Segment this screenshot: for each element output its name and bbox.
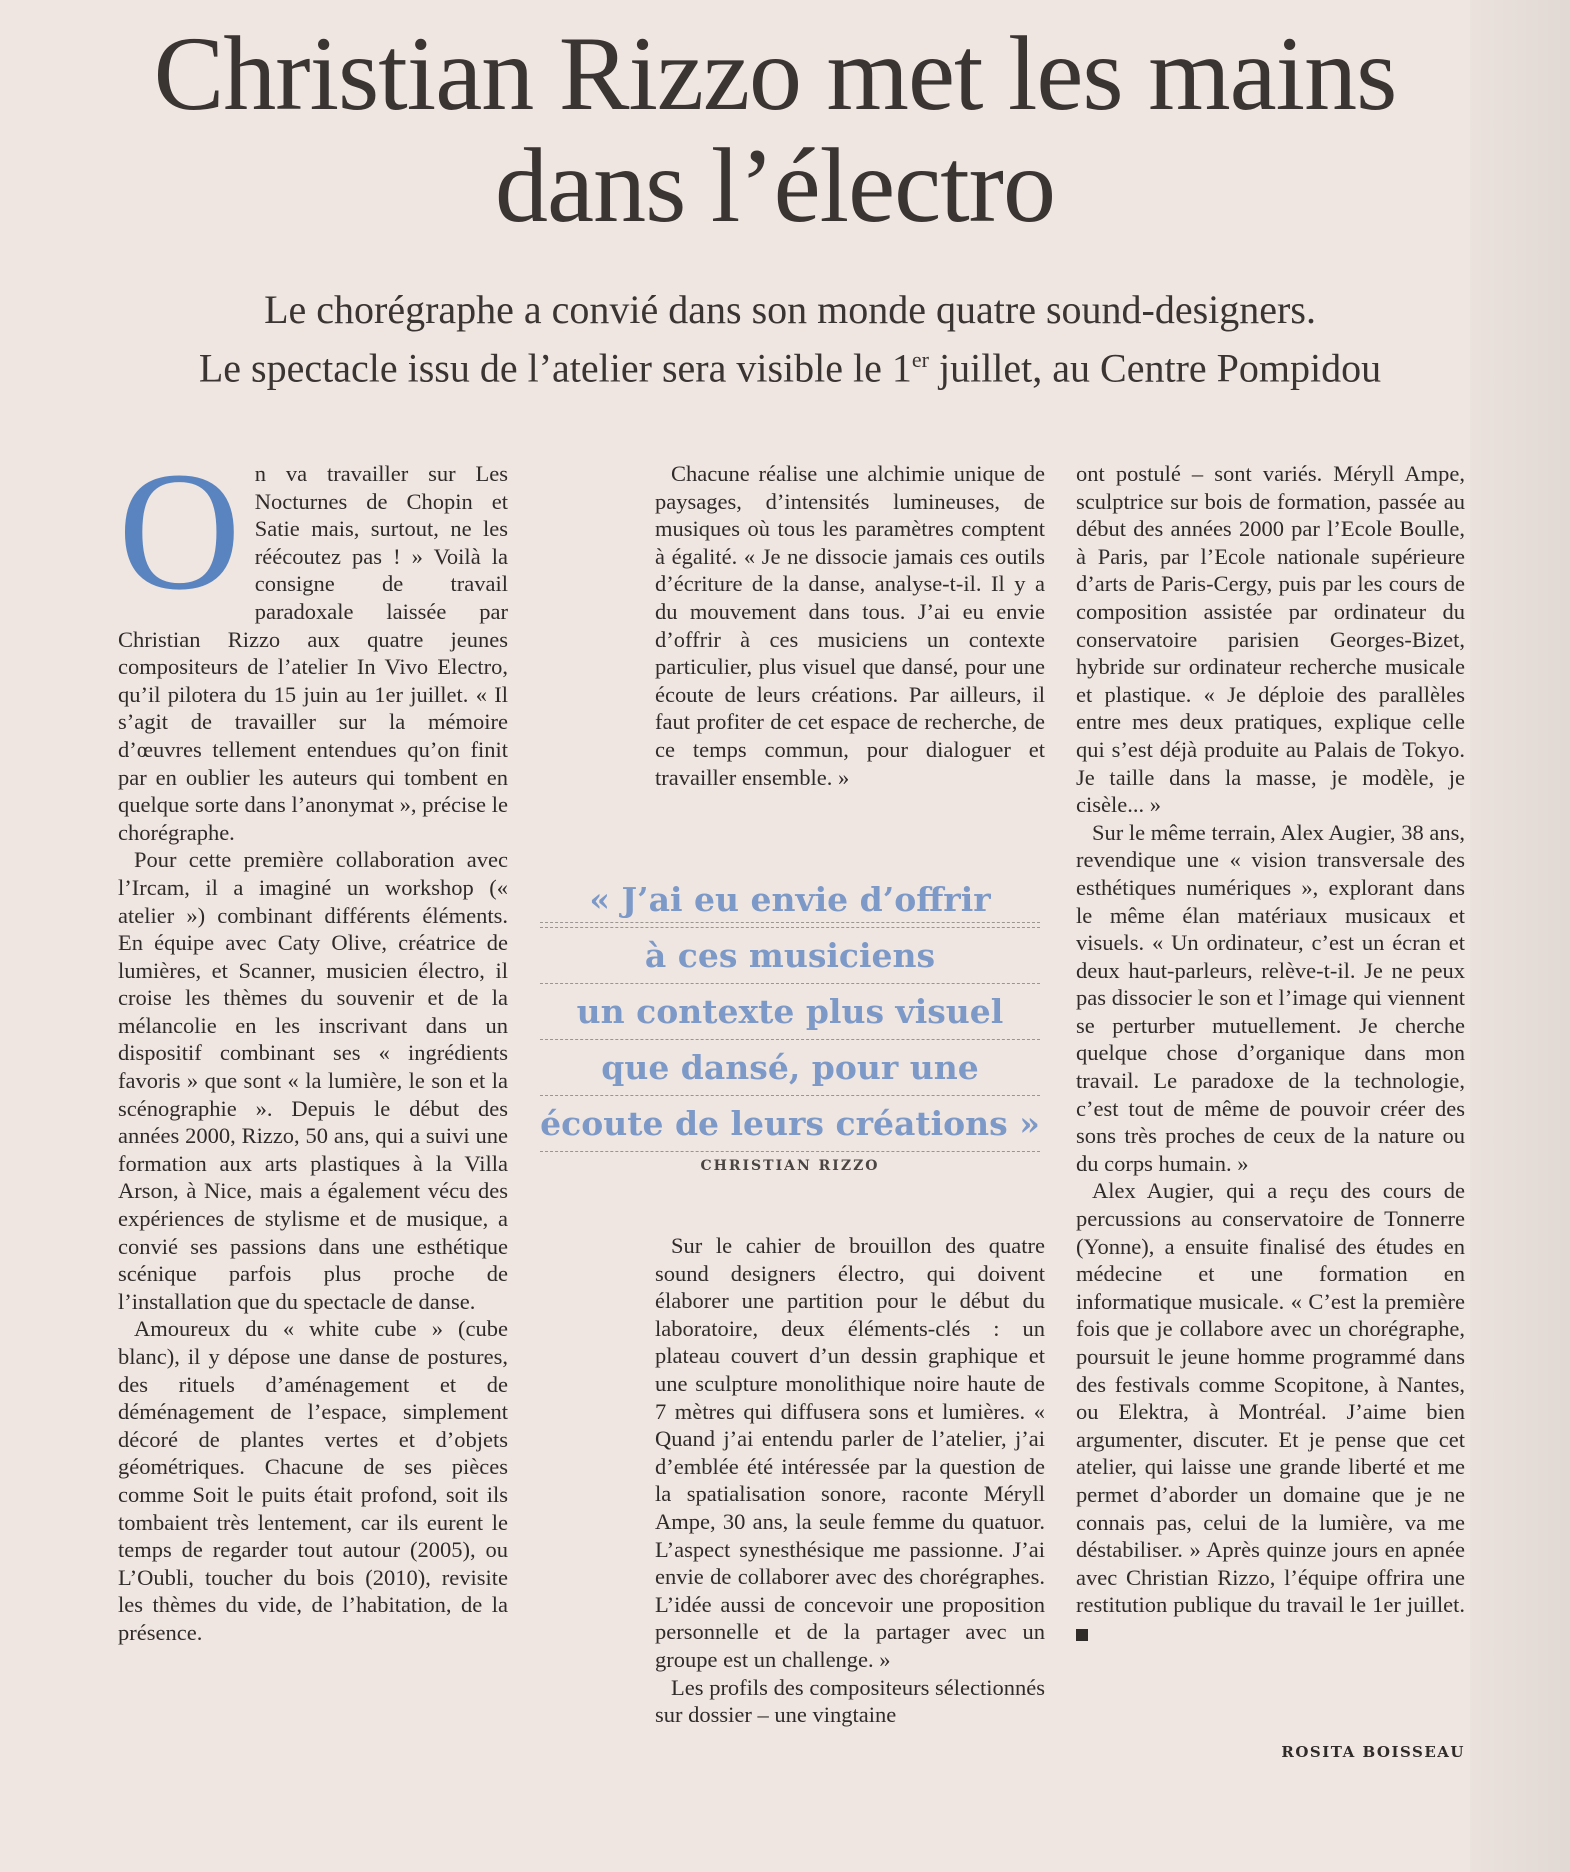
pull-quote-line: « J’ai eu envie d’offrir	[540, 872, 1040, 928]
paragraph: Chacune réalise une alchimie unique de paysages, d’intensités lumineuses, de musiques où tous les paramètres comptent à égalité. « Je ne dissocie jamais ces outils d’écriture de la danse, analyse-t-il. Il y a du mouvement dans tous. J’ai eu envie d’offrir à ces musiciens un contexte particulier, plus visuel que dansé, pour une écoute de leurs créations. Par ailleurs, il faut profiter de cet espace de recherche, de ce temps commun, pour dialoguer et travailler ensemble. »	[655, 461, 1045, 790]
paragraph: Les profils des compositeurs sélectionnés sur dossier – une vingtaine	[655, 1674, 1045, 1728]
byline: ROSITA BOISSEAU	[1281, 1743, 1465, 1761]
pull-quote-line: à ces musiciens	[540, 928, 1040, 984]
paragraph: Pour cette première collaboration avec l’Ircam, il a imaginé un workshop (« atelier ») combinant différents éléments. En équipe avec Caty Olive, créatrice de lumières, et Scanner, musicien électro, il croise les thèmes du souvenir et de la mélancolie en les inscrivant dans un dispositif combinant ses « ingrédients favoris » que sont « la lumière, le son et la scénographie ». Depuis le début des années 2000, Rizzo, 50 ans, qui a suivi une formation aux arts plastiques à la Villa Arson, à Nice, mais a également vécu des expériences de stylisme et de musique, a convié ses passions dans une esthétique scénique parfois plus proche de l’installation que du spectacle de danse.	[118, 847, 508, 1314]
subhead	[80, 285, 1500, 393]
paragraph: Sur le même terrain, Alex Augier, 38 ans, revendique une « vision transversale des esthétiques numériques », explorant dans le même élan matériaux musicaux et visuels. « Un ordinateur, c’est un écran et deux haut-parleurs, relève-t-il. Je ne peux pas dissocier le son et l’image qui viennent se perturber mutuellement. Je cherche quelque chose d’organique dans mon travail. Le paradoxe de la technologie, c’est tout de même de pouvoir créer des sons très proches de ceux de la nature ou du corps humain. »	[1076, 819, 1465, 1176]
article-column-1	[118, 437, 508, 1647]
paragraph: Sur le cahier de brouillon des quatre sound designers électro, qui doivent élaborer une partition pour le début du laboratoire, deux éléments-clés : un plateau couvert d’un dessin graphique et une sculpture monolithique noire haute de 7 mètres qui diffusera sons et lumières. « Quand j’ai entendu parler de l’atelier, j’ai d’emblée été intéressée par la question de la spatialisation sonore, raconte Méryll Ampe, 30 ans, la seule femme du quatuor. L’aspect synesthésique me passionne. J’ai envie de collaborer avec des chorégraphes. L’idée aussi de concevoir une proposition personnelle et de la partager avec un groupe est un challenge. »	[655, 1233, 1045, 1672]
subhead-line-2-end: juillet, au Centre Pompidou	[928, 345, 1382, 391]
paragraph: n va travailler sur Les Nocturnes de Chopin et Satie mais, surtout, ne les réécoutez pas ! » Voilà la consigne de travail paradoxale laissée par Christian Rizzo aux quatre jeunes compositeurs de l’atelier In Vivo Electro, qu’il pilotera du 15 juin au 1er juillet. « Il s’agit de travailler sur la mémoire d’œuvres tellement entendues qu’on finit par en oublier les auteurs qui tombent en quelque sorte dans l’anonymat », précise le chorégraphe.	[118, 461, 508, 845]
paragraph: Amoureux du « white cube » (cube blanc), il y dépose une danse de postures, des rituels d’aménagement et de déménagement de l’espace, simplement décoré de plantes vertes et d’objets géométriques. Chacune de ses pièces comme Soit le puits était profond, soit ils tombaient très lentement, car ils eurent le temps de regarder tout autour (2005), ou L’Oubli, toucher du bois (2010), revisite les thèmes du vide, de l’habitation, de la présence.	[118, 1316, 508, 1645]
subhead-line-2-start: Le spectacle issu de l’atelier sera visible le 1	[198, 345, 912, 391]
pull-quote	[540, 872, 1040, 1152]
article-column-2	[655, 460, 1045, 791]
subhead-sup: er	[911, 347, 929, 372]
pull-quote-attribution: CHRISTIAN RIZZO	[700, 1158, 880, 1174]
end-mark-icon	[1076, 1629, 1088, 1641]
article-column-2-lower	[655, 1232, 1045, 1729]
pull-quote-line: écoute de leurs créations »	[540, 1096, 1040, 1152]
subhead-line-1: Le chorégraphe a convié dans son monde quatre sound-designers.	[264, 287, 1316, 332]
dropcap: O	[118, 437, 241, 625]
paragraph	[1076, 1177, 1465, 1646]
page-edge	[1470, 0, 1570, 1872]
paragraph: ont postulé – sont variés. Méryll Ampe, sculptrice sur bois de formation, passée au début des années 2000 par l’Ecole Boulle, à Paris, par l’Ecole nationale supérieure d’arts de Paris-Cergy, puis par les cours de composition assistée par ordinateur du conservatoire parisien Georges-Bizet, hybride sur ordinateur recherche musicale et plastique. « Je déploie des parallèles entre mes deux pratiques, explique celle qui s’est déjà produite au Palais de Tokyo. Je taille dans la masse, je modèle, je cisèle... »	[1076, 461, 1465, 818]
pull-quote-line: un contexte plus visuel	[540, 984, 1040, 1040]
headline: Christian Rizzo met les mains dans l’électro	[153, 15, 1397, 244]
pull-quote-line: que dansé, pour une	[540, 1040, 1040, 1096]
paragraph-text: Alex Augier, qui a reçu des cours de percussions au conservatoire de Tonnerre (Yonne), a ensuite finalisé des études en médecine et une formation en informatique musicale. « C’est la première fois que je collabore avec un chorégraphe, poursuit le jeune homme programmé dans des festivals comme Scopitone, à Nantes, ou Elektra, à Montréal. J’aime bien argumenter, discuter. Et je pense que cet atelier, qui laisse une grande liberté et me permet d’aborder un domaine que je ne connais pas, celui de la lumière, va me déstabiliser. » Après quinze jours en apnée avec Christian Rizzo, l’équipe offrira une restitution publique du travail le 1er juillet.	[1076, 1178, 1465, 1618]
article-column-3	[1076, 460, 1465, 1647]
